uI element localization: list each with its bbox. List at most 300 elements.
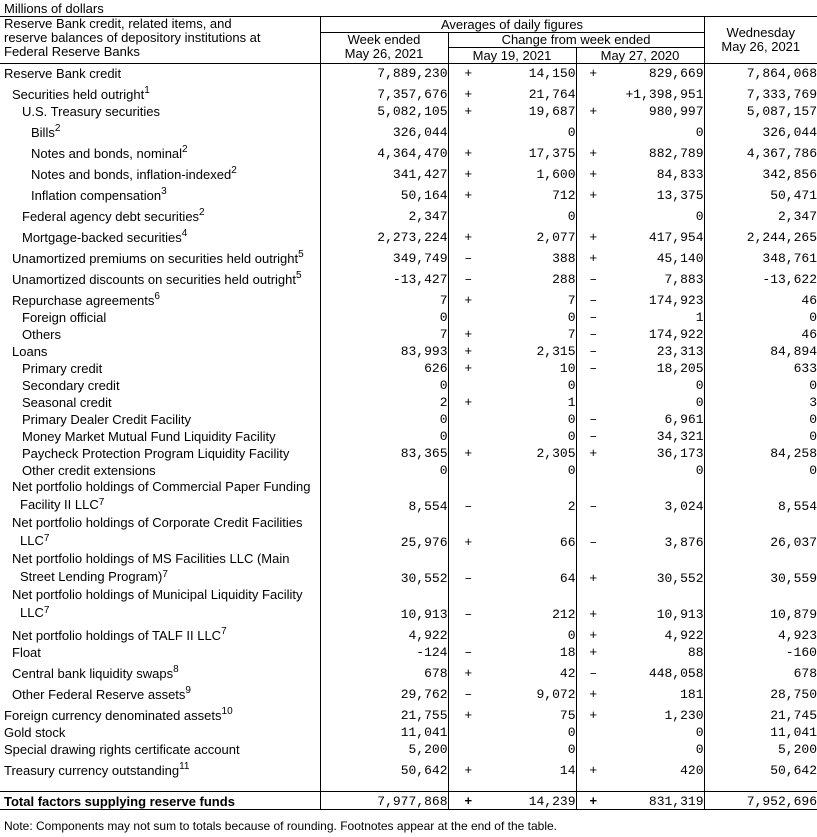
change-2-sign: +: [576, 140, 610, 161]
change-1-sign: +: [448, 393, 488, 410]
table-row: [0, 681, 817, 702]
change-1-sign: [448, 622, 488, 643]
change-2-value: 1: [695, 309, 704, 325]
row-label: [0, 266, 320, 287]
wednesday-value: 8,554: [704, 478, 817, 514]
change-2-sign: +: [576, 224, 610, 245]
row-label: [0, 740, 320, 757]
row-label: [0, 444, 320, 461]
row-label-text: Bills: [31, 124, 55, 140]
row-label-line: Net portfolio holdings of MS Facilities LLC (Main: [12, 550, 290, 566]
week-value: 5,082,105: [320, 102, 448, 119]
wednesday-value: 0: [704, 308, 817, 325]
row-label-text: Unamortized discounts on securities held outright: [12, 271, 296, 287]
row-label-text: Primary Dealer Credit Facility: [22, 411, 192, 427]
week-value: 10,913: [320, 586, 448, 622]
table-title-line: reserve balances of depository institutions at: [4, 30, 261, 45]
table-row: [0, 245, 817, 266]
footnote-ref: 7: [221, 625, 227, 637]
change-2-sign: +: [576, 161, 610, 182]
change-1-sign: +: [448, 81, 488, 102]
table-row: [0, 266, 817, 287]
change-1-value: 7: [567, 326, 576, 342]
wednesday-value: 326,044: [704, 119, 817, 140]
change-1-sign: –: [448, 245, 488, 266]
change-2-sign: –: [576, 660, 610, 681]
change-2-sign: [576, 461, 610, 478]
row-label-text: Net portfolio holdings of TALF II LLC: [12, 627, 222, 643]
change-1-sign: [448, 461, 488, 478]
wednesday-value: 28,750: [704, 681, 817, 702]
week-value: 0: [320, 461, 448, 478]
row-label: [0, 514, 320, 550]
wednesday-value: 4,923: [704, 622, 817, 643]
footnote-ref: 7: [43, 604, 50, 616]
row-label: [0, 586, 320, 622]
change-2-sign: [576, 203, 610, 224]
table-row: [0, 119, 817, 140]
row-label: [0, 702, 320, 723]
week-value: 83,365: [320, 444, 448, 461]
row-label: [0, 723, 320, 740]
change-2-value: 18,205: [656, 360, 704, 376]
change-2-sign: +: [576, 586, 610, 622]
wednesday-value: 348,761: [704, 245, 817, 266]
change-1-value: 0: [567, 462, 576, 478]
table-row: [0, 287, 817, 308]
wednesday-value: 46: [704, 287, 817, 308]
change-2-value: 980,997: [648, 103, 704, 119]
footnote-ref: 7: [43, 532, 50, 544]
change-1-sign: [448, 427, 488, 444]
table-row: [0, 376, 817, 393]
change-2-sign: [576, 723, 610, 740]
row-label-line: Net portfolio holdings of Commercial Paper Funding: [12, 478, 311, 494]
row-label-text: Federal agency debt securities: [22, 208, 200, 224]
row-label: [0, 643, 320, 660]
total-week-value: 7,977,868: [320, 792, 448, 810]
table-row: [0, 702, 817, 723]
table-row: [0, 81, 817, 102]
row-label-text: Notes and bonds, nominal: [31, 145, 183, 161]
wednesday-value: 0: [704, 461, 817, 478]
change-1-sign: –: [448, 643, 488, 660]
row-label-text: Inflation compensation: [31, 187, 162, 203]
row-label-text: U.S. Treasury securities: [22, 103, 160, 119]
change-1-value: 10: [559, 360, 576, 376]
table-row: [0, 461, 817, 478]
row-label: [0, 287, 320, 308]
change-2-value: 36,173: [656, 445, 704, 461]
change-1-value: 1,600: [536, 166, 576, 182]
row-label: [0, 203, 320, 224]
footnote-ref: 6: [154, 290, 160, 302]
week-value: 7,357,676: [320, 81, 448, 102]
row-label-text: Notes and bonds, inflation-indexed: [31, 166, 232, 182]
change-2-sign: +: [576, 643, 610, 660]
row-label: [0, 64, 320, 81]
wednesday-value: -160: [704, 643, 817, 660]
table-row: [0, 325, 817, 342]
table-row: [0, 757, 817, 778]
change-1-value: 712: [552, 187, 576, 203]
table-title-line: Federal Reserve Banks: [4, 44, 140, 59]
change-1-value: 1: [567, 394, 576, 410]
change-2-value: 174,922: [648, 326, 704, 342]
table-note: Note: Components may not sum to totals because of rounding. Footnotes appear at the end of the table.: [4, 819, 558, 833]
wednesday-value: 678: [704, 660, 817, 681]
wednesday-value: 0: [704, 410, 817, 427]
change-2-value: 88: [687, 644, 704, 660]
footnote-ref: 2: [231, 164, 237, 176]
change-1-value: 64: [559, 570, 576, 586]
spacer-cell: [488, 778, 576, 792]
change-1-value: 2,077: [536, 229, 576, 245]
wednesday-value: 50,642: [704, 757, 817, 778]
change-1-sign: +: [448, 161, 488, 182]
week-value: 21,755: [320, 702, 448, 723]
wednesday-value: 2,347: [704, 203, 817, 224]
wednesday-date: May 26, 2021: [721, 39, 801, 54]
change-1-sign: –: [448, 478, 488, 514]
change-1-value: 66: [559, 534, 576, 550]
row-label: [0, 81, 320, 102]
table-row: [0, 740, 817, 757]
row-label: [0, 427, 320, 444]
table-row: [0, 203, 817, 224]
week-value: 29,762: [320, 681, 448, 702]
change-2-value: 84,833: [656, 166, 704, 182]
week-value: 11,041: [320, 723, 448, 740]
week-value: 4,922: [320, 622, 448, 643]
row-label-text: Float: [12, 644, 41, 660]
row-label-line: Net portfolio holdings of Corporate Credit Facilities: [12, 514, 303, 530]
change-2-sign: –: [576, 359, 610, 376]
change-2-value: 181: [680, 686, 704, 702]
wednesday-value: 84,894: [704, 342, 817, 359]
row-label-line: Street Lending Program): [20, 568, 163, 584]
week-value: 341,427: [320, 161, 448, 182]
table-row: [0, 586, 817, 622]
week-ended-label: Week ended: [347, 32, 421, 47]
week-value: 4,364,470: [320, 140, 448, 161]
change-2-value: 0: [695, 462, 704, 478]
table-row: [0, 514, 817, 550]
table-row: [0, 622, 817, 643]
week-value: 0: [320, 376, 448, 393]
row-label-text: Mortgage-backed securities: [22, 229, 182, 245]
table-row: [0, 182, 817, 203]
row-label-text: Repurchase agreements: [12, 292, 155, 308]
row-label: [0, 102, 320, 119]
change-1-value: 19,687: [528, 103, 576, 119]
footnote-ref: 2: [199, 206, 205, 218]
footnote-ref: 7: [98, 496, 105, 508]
week-ended-header: [320, 33, 448, 64]
change-2-value: 829,669: [648, 65, 704, 81]
change-2-sign: +: [576, 622, 610, 643]
wednesday-value: 10,879: [704, 586, 817, 622]
table-row: [0, 410, 817, 427]
change-2-value: 0: [695, 377, 704, 393]
row-label-text: Paycheck Protection Program Liquidity Facility: [22, 445, 290, 461]
wednesday-value: 5,200: [704, 740, 817, 757]
change-2-value: 3,024: [664, 498, 704, 514]
change-1-sign: [448, 308, 488, 325]
footnote-ref: 1: [144, 84, 150, 96]
change-1-value: 388: [552, 250, 576, 266]
wednesday-value: 84,258: [704, 444, 817, 461]
row-label-line: LLC: [20, 532, 44, 548]
footnote-ref: 10: [221, 705, 233, 717]
table-row: [0, 444, 817, 461]
spacer-cell: [0, 778, 320, 792]
change-2-sign: –: [576, 514, 610, 550]
change-1-value: 21,764: [528, 86, 576, 102]
total-change-2-sign: +: [576, 792, 610, 810]
change-1-sign: +: [448, 757, 488, 778]
change-2-sign: –: [576, 308, 610, 325]
change-2-sign: –: [576, 287, 610, 308]
total-change-2-value: 831,319: [610, 792, 704, 810]
row-label: [0, 308, 320, 325]
wednesday-value: 7,333,769: [704, 81, 817, 102]
change-2-sign: +: [576, 182, 610, 203]
week-value: 30,552: [320, 550, 448, 586]
total-row: [0, 792, 817, 810]
change-1-sign: [448, 203, 488, 224]
change-2-value: 3,876: [664, 534, 704, 550]
wednesday-label: Wednesday: [726, 25, 795, 40]
change-2-value: 34,321: [656, 428, 704, 444]
change-1-sign: +: [448, 514, 488, 550]
row-label-text: Treasury currency outstanding: [4, 762, 180, 778]
row-label: [0, 550, 320, 586]
change-1-sign: –: [448, 586, 488, 622]
row-label-line: Facility II LLC: [20, 496, 99, 512]
spacer-cell: [320, 778, 448, 792]
footnote-ref: 2: [54, 122, 61, 134]
change-1-sign: +: [448, 287, 488, 308]
spacer-cell: [448, 778, 488, 792]
change-1-sign: +: [448, 702, 488, 723]
week-value: 83,993: [320, 342, 448, 359]
row-label: [0, 622, 320, 643]
row-label-text: Loans: [12, 343, 48, 359]
week-value: 8,554: [320, 478, 448, 514]
change-1-value: 0: [567, 309, 576, 325]
change-1-sign: –: [448, 266, 488, 287]
wednesday-header: [704, 17, 817, 64]
change-1-value: 17,375: [528, 145, 576, 161]
units-label: Millions of dollars: [4, 1, 104, 16]
footnote-ref: 11: [179, 760, 190, 772]
change-1-sign: [448, 376, 488, 393]
table-row: [0, 643, 817, 660]
change-2-value: 417,954: [648, 229, 704, 245]
row-label-text: Foreign currency denominated assets: [4, 707, 222, 723]
change-2-sign: +: [576, 550, 610, 586]
table-row: [0, 64, 817, 81]
wednesday-value: -13,622: [704, 266, 817, 287]
change-2-sign: +: [576, 681, 610, 702]
row-label: [0, 182, 320, 203]
change-2-sign: –: [576, 342, 610, 359]
row-label: [0, 660, 320, 681]
change-2-value: 13,375: [656, 187, 704, 203]
row-label: [0, 224, 320, 245]
change-2-value: 448,058: [648, 665, 704, 681]
row-label-text: Secondary credit: [22, 377, 120, 393]
table-row: [0, 660, 817, 681]
change-2-value: 0: [695, 741, 704, 757]
week-value: 50,164: [320, 182, 448, 203]
row-label: [0, 410, 320, 427]
change-2-sign: –: [576, 266, 610, 287]
change-1-sign: +: [448, 325, 488, 342]
row-label: [0, 119, 320, 140]
row-label: [0, 681, 320, 702]
spacer-cell: [610, 778, 704, 792]
footnote-ref: 3: [161, 185, 167, 197]
row-label-text: Reserve Bank credit: [4, 65, 122, 81]
week-value: 7: [320, 325, 448, 342]
row-label-text: Other Federal Reserve assets: [12, 686, 186, 702]
wednesday-value: 7,864,068: [704, 64, 817, 81]
change-1-value: 0: [567, 741, 576, 757]
wednesday-value: 633: [704, 359, 817, 376]
change-2-sign: +: [576, 757, 610, 778]
row-label: [0, 478, 320, 514]
row-label-text: Seasonal credit: [22, 394, 112, 410]
wednesday-value: 26,037: [704, 514, 817, 550]
change-2-value: 30,552: [656, 570, 704, 586]
table-row: [0, 723, 817, 740]
change-1-value: 0: [567, 724, 576, 740]
week-value: 0: [320, 410, 448, 427]
week-value: 326,044: [320, 119, 448, 140]
spacer-row: [0, 778, 817, 792]
row-label: [0, 359, 320, 376]
averages-header: Averages of daily figures: [320, 17, 704, 33]
row-label-text: Gold stock: [4, 724, 66, 740]
table-row: [0, 393, 817, 410]
change-1-value: 212: [552, 606, 576, 622]
change-1-value: 2,315: [536, 343, 576, 359]
change-1-value: 42: [559, 665, 576, 681]
row-label: [0, 342, 320, 359]
change-col-2-header: May 27, 2020: [576, 48, 704, 64]
row-label-text: Unamortized premiums on securities held outright: [12, 250, 299, 266]
week-value: 7,889,230: [320, 64, 448, 81]
table-body: [0, 64, 817, 810]
wednesday-value: 0: [704, 427, 817, 444]
change-1-value: 18: [559, 644, 576, 660]
change-2-value: 45,140: [656, 250, 704, 266]
table-row: [0, 550, 817, 586]
table-row: [0, 359, 817, 376]
week-value: 25,976: [320, 514, 448, 550]
week-value: 2: [320, 393, 448, 410]
row-label-text: Others: [22, 326, 62, 342]
total-change-1-sign: +: [448, 792, 488, 810]
change-1-sign: +: [448, 444, 488, 461]
change-2-value: 10,913: [656, 606, 704, 622]
change-1-sign: [448, 740, 488, 757]
change-1-sign: –: [448, 550, 488, 586]
footnote-ref: 8: [173, 663, 179, 675]
change-col-1-header: May 19, 2021: [448, 48, 576, 64]
change-2-value: 6,961: [664, 411, 704, 427]
week-value: 5,200: [320, 740, 448, 757]
week-value: 2,273,224: [320, 224, 448, 245]
change-2-value: 420: [680, 762, 704, 778]
week-value: 626: [320, 359, 448, 376]
table-row: [0, 161, 817, 182]
change-2-value: 0: [695, 724, 704, 740]
change-2-value: 4,922: [664, 627, 704, 643]
change-2-sign: +: [576, 245, 610, 266]
spacer-cell: [576, 778, 610, 792]
change-1-value: 2,305: [536, 445, 576, 461]
week-value: 2,347: [320, 203, 448, 224]
change-1-sign: +: [448, 342, 488, 359]
change-1-sign: [448, 119, 488, 140]
change-1-sign: +: [448, 224, 488, 245]
week-value: -13,427: [320, 266, 448, 287]
week-value: 349,749: [320, 245, 448, 266]
total-label: Total factors supplying reserve funds: [0, 792, 320, 810]
wednesday-value: 21,745: [704, 702, 817, 723]
row-label: [0, 245, 320, 266]
change-from-header: Change from week ended: [448, 33, 704, 48]
row-label-text: Securities held outright: [12, 86, 145, 102]
change-2-sign: –: [576, 410, 610, 427]
footnote-ref: 5: [298, 248, 304, 260]
total-wednesday-value: 7,952,696: [704, 792, 817, 810]
change-2-value: +1,398,951: [625, 86, 704, 102]
row-label: [0, 376, 320, 393]
change-1-sign: +: [448, 64, 488, 81]
week-value: 50,642: [320, 757, 448, 778]
spacer-cell: [704, 778, 817, 792]
change-2-sign: –: [576, 325, 610, 342]
change-2-value: 0: [695, 208, 704, 224]
week-value: 678: [320, 660, 448, 681]
row-label-text: Primary credit: [22, 360, 103, 376]
week-value: -124: [320, 643, 448, 660]
row-label: [0, 161, 320, 182]
change-1-sign: [448, 410, 488, 427]
week-ended-date: May 26, 2021: [344, 46, 424, 61]
footnote-ref: 9: [185, 684, 191, 696]
row-label-text: Foreign official: [22, 309, 107, 325]
row-label: [0, 393, 320, 410]
table-title: [0, 17, 320, 64]
week-value: 7: [320, 287, 448, 308]
week-value: 0: [320, 308, 448, 325]
table-title-line: Reserve Bank credit, related items, and: [4, 16, 232, 31]
wednesday-value: 2,244,265: [704, 224, 817, 245]
change-2-value: 0: [695, 394, 704, 410]
change-1-value: 0: [567, 428, 576, 444]
change-2-sign: +: [576, 702, 610, 723]
table-row: [0, 427, 817, 444]
wednesday-value: 30,559: [704, 550, 817, 586]
change-2-sign: [576, 81, 610, 102]
change-1-value: 0: [567, 627, 576, 643]
change-1-value: 2: [567, 498, 576, 514]
